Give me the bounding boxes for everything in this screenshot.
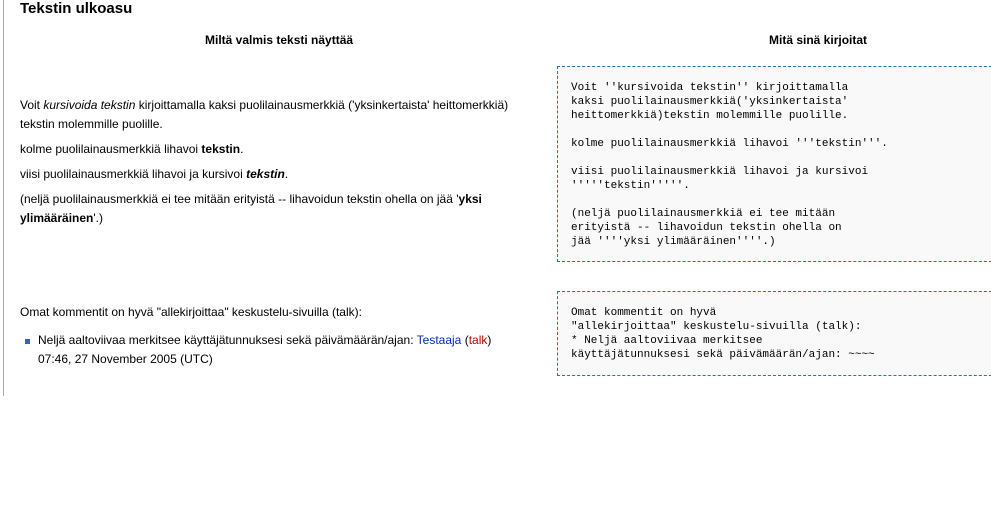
text: ) [487, 333, 492, 347]
left-border [3, 0, 4, 396]
rendered-signature-example [20, 303, 530, 369]
text: viisi puolilainausmerkkiä lihavoi ja kursivoi [20, 167, 247, 181]
code-line: käyttäjätunnuksesi sekä päivämäärän/ajan: ~~~~ [571, 349, 875, 361]
code-line: * Neljä aaltoviivaa merkitsee [571, 335, 763, 347]
text: Voit [20, 98, 44, 112]
text: (neljä puolilainausmerkkiä ei tee mitään erityistä -- lihavoidun tekstin ohella on jää ' [20, 192, 459, 206]
text: kolme puolilainausmerkkiä lihavoi [20, 142, 202, 156]
signature-list [20, 331, 530, 369]
code-line: jää ''''yksi ylimääräinen''''.) [571, 236, 776, 248]
signature-intro: Omat kommentit on hyvä "allekirjoittaa" keskustelu-sivuilla (talk): [20, 305, 362, 319]
code-line: Voit ''kursivoida tekstin'' kirjoittamalla [571, 82, 849, 94]
code-line: (neljä puolilainausmerkkiä ei tee mitään [571, 208, 836, 220]
talk-link[interactable]: talk [468, 333, 488, 347]
list-item [20, 331, 530, 369]
bold-italic-example [20, 165, 530, 184]
bold-italic-text: tekstin [246, 167, 285, 181]
text: ( [461, 333, 469, 347]
rendered-formatting-example [20, 96, 530, 234]
bold-example [20, 140, 530, 159]
text: . [284, 167, 289, 181]
text: kirjoittamalla kaksi puolilainausmerkkiä ('yksinkertaista' heittomerkkiä) tekstin molemmille puolille. [20, 98, 509, 131]
source-signature-example [557, 291, 991, 376]
code-line: '''''tekstin'''''. [571, 180, 690, 192]
code-line: Omat kommentit on hyvä [571, 307, 717, 319]
code-line: kaksi puolilainausmerkkiä('yksinkertaista' [571, 96, 849, 108]
column-header-source: Mitä sinä kirjoitat [769, 33, 868, 47]
source-formatting-example [557, 66, 991, 262]
page-heading: Tekstin ulkoasu [20, 0, 133, 17]
code-line: heittomerkkiä)tekstin molemmille puolille. [571, 110, 849, 122]
italic-text: kursivoida tekstin [43, 98, 136, 112]
user-link[interactable]: Testaaja [416, 333, 462, 347]
four-quotes-example [20, 190, 530, 228]
bold-text: tekstin [201, 142, 241, 156]
italic-example [20, 96, 530, 134]
text: '.) [93, 211, 103, 225]
text: Neljä aaltoviivaa merkitsee käyttäjätunnuksesi sekä päivämäärän/ajan: [38, 333, 417, 347]
code-line: viisi puolilainausmerkkiä lihavoi ja kursivoi [571, 166, 869, 178]
bold-text: yksi ylimääräinen [20, 192, 482, 225]
code-line: kolme puolilainausmerkkiä lihavoi '''tekstin'''. [571, 138, 888, 150]
timestamp: 07:46, 27 November 2005 (UTC) [38, 352, 213, 366]
code-line: erityistä -- lihavoidun tekstin ohella on [571, 222, 842, 234]
code-line: "allekirjoittaa" keskustelu-sivuilla (talk): [571, 321, 862, 333]
text: . [240, 142, 244, 156]
column-header-rendered: Miltä valmis teksti näyttää [205, 33, 354, 47]
